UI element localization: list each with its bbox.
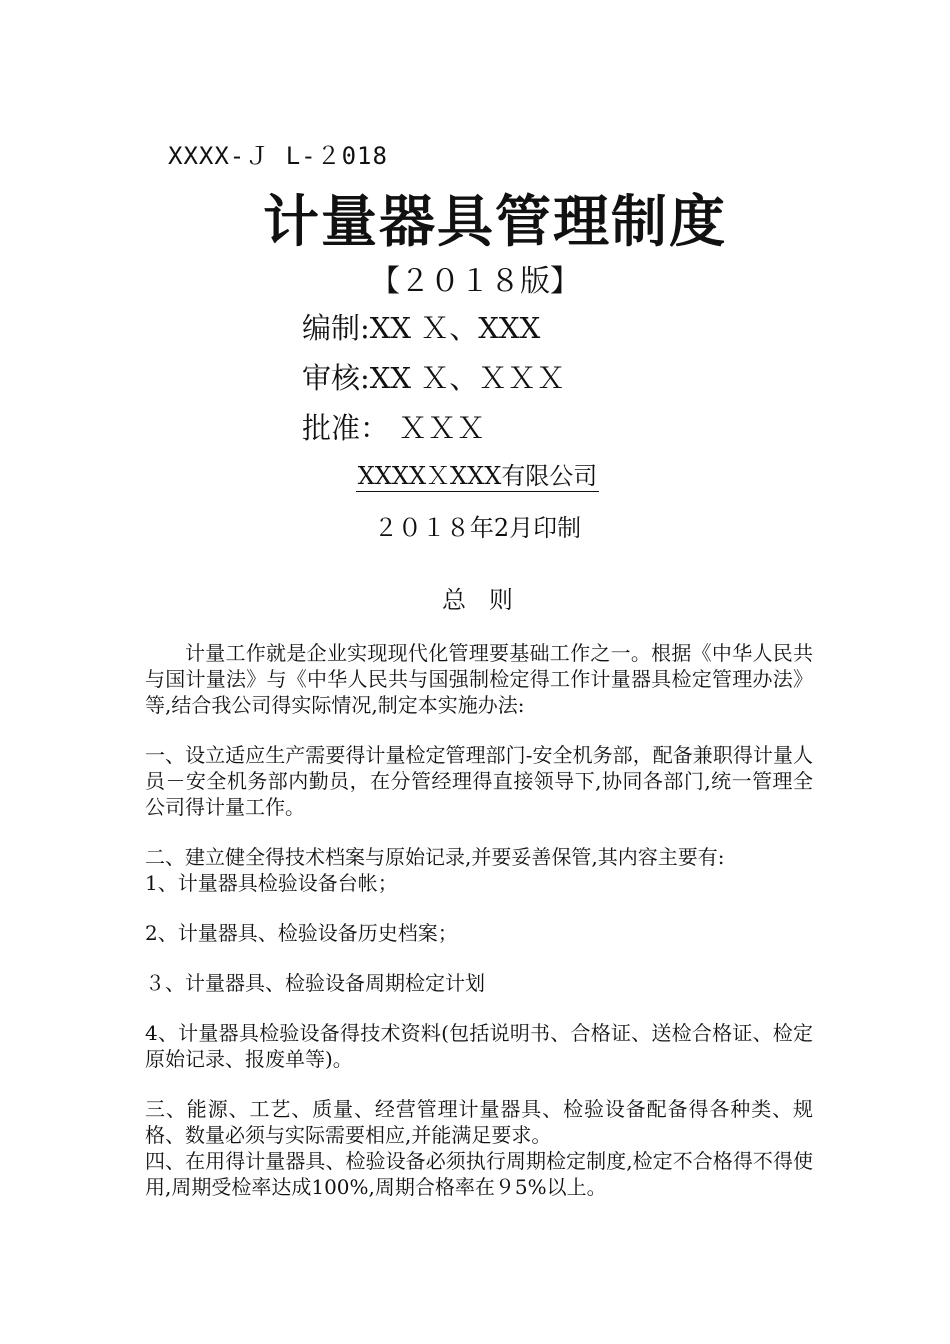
company-name-text: XXXXＸXXX有限公司	[357, 462, 598, 490]
paragraph-intro: 计量工作就是企业实现现代化管理要基础工作之一。根据《中华人民共与国计量法》与《中华人民共与国强制检定得工作计量器具检定管理办法》等,结合我公司得实际情况,制定本实施办法:	[145, 641, 813, 717]
paragraph-item-1: 一、设立适应生产需要得计量检定管理部门-安全机务部，配备兼职得计量人员－安全机务部内勤员，在分管经理得直接领导下,协同各部门,统一管理全公司得计量工作。	[145, 743, 813, 819]
section-title: 总 则	[442, 586, 513, 614]
list-item: 2、计量器具、检验设备历史档案；	[145, 921, 458, 945]
edition-label: 【２０１８版】	[370, 264, 580, 299]
document-code: XXXX-Ｊ L-２018	[168, 142, 388, 170]
reviewed-by: 审核:XX Ｘ、ＸＸＸ	[302, 361, 566, 395]
paragraph-item-2: 二、建立健全得技术档案与原始记录,并要妥善保管,其内容主要有:	[145, 845, 725, 869]
company-name	[0, 456, 950, 491]
print-date: ２０１８年2月印制	[373, 514, 582, 542]
paragraph-item-4: 四、在用得计量器具、检验设备必须执行周期检定制度,检定不合格得不得使用,周期受检率达成100%,周期合格率在９5%以上。	[145, 1149, 813, 1199]
document-title: 计量器具管理制度	[263, 190, 727, 255]
list-item: ３、计量器具、检验设备周期检定计划	[145, 971, 485, 995]
body-text	[145, 640, 813, 1200]
list-item: 1、计量器具检验设备台帐；	[145, 871, 398, 895]
approved-by: 批准： ＸＸＸ	[302, 411, 486, 445]
compiled-by: 编制:XX Ｘ、XXX	[302, 311, 541, 345]
list-item: 4、计量器具检验设备得技术资料(包括说明书、合格证、送检合格证、检定原始记录、报废单等)。	[145, 1021, 813, 1071]
paragraph-item-3: 三、能源、工艺、质量、经营管理计量器具、检验设备配备得各种类、规格、数量必须与实际需要相应,并能满足要求。	[145, 1097, 813, 1147]
